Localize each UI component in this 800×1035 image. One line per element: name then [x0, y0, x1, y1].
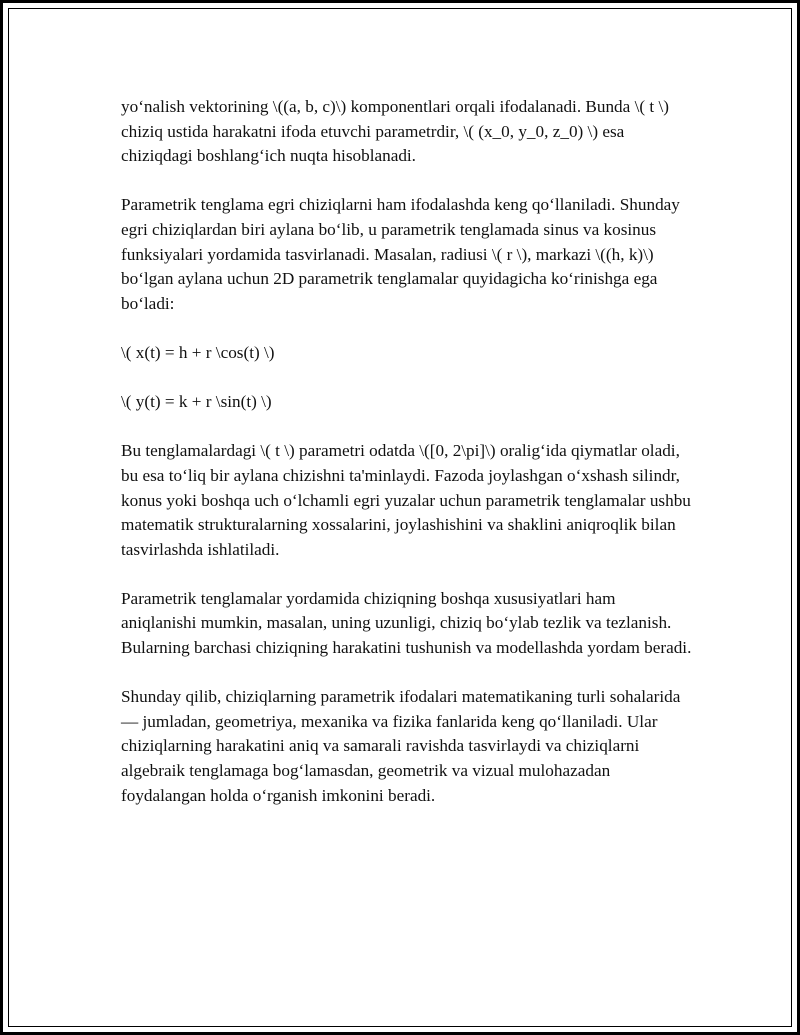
- equation-y: \( y(t) = k + r \sin(t) \): [121, 392, 272, 412]
- paragraph-parameter-range: Bu tenglamalardagi \( t \) parametri odatda \([0, 2\pi]\) oralig‘ida qiymatlar oladi, bu esa to‘liq bir aylana chizishni ta'minlaydi. Fazoda joylashgan o‘xshash silindr, konus yoki boshqa uch o‘lchamli egri yuzalar uchun parametrik tenglamalar ushbu matematik strukturalarning xossalarini, joylashishini va shaklini aniqroqlik bilan tasvirlashda ishlatiladi.: [121, 441, 691, 559]
- paragraph-direction-vector: yo‘nalish vektorining \((a, b, c)\) komponentlari orqali ifodalanadi. Bunda \( t \) chiziq ustida harakatni ifoda etuvchi parametrdir, \( (x_0, y_0, z_0) \) esa chiziqdagi boshlang‘ich nuqta hisoblanadi.: [121, 97, 669, 166]
- paragraph-conclusion: Shunday qilib, chiziqlarning parametrik ifodalari matematikaning turli sohalarida — jumladan, geometriya, mexanika va fizika fanlarida keng qo‘llaniladi. Ular chiziqlarning harakatini aniq va samarali ravishda tasvirlaydi va chiziqlarni algebraik tenglamaga bog‘lamasdan, geometrik va vizual mulohazadan foydalangan holda o‘rganish imkonini beradi.: [121, 687, 681, 805]
- equation-x: \( x(t) = h + r \cos(t) \): [121, 342, 275, 362]
- paragraph-properties: Parametrik tenglamalar yordamida chiziqning boshqa xususiyatlari ham aniqlanishi mumkin, masalan, uning uzunligi, chiziq bo‘ylab tezlik va tezlanish. Bularning barchasi chiziqning harakatini tushunish va modellashda yordam beradi.: [121, 588, 692, 658]
- paragraph-circle-intro: Parametrik tenglama egri chiziqlarni ham ifodalashda keng qo‘llaniladi. Shunday egri chiziqlardan biri aylana bo‘lib, u parametrik tenglamada sinus va kosinus funksiyalari yordamida tasvirlanadi. Masalan, radiusi \( r \), markazi \((h, k)\) bo‘lgan aylana uchun 2D parametrik tenglamalar quyidagicha ko‘rinishga ega bo‘ladi:: [121, 195, 680, 313]
- document-body: [121, 95, 693, 833]
